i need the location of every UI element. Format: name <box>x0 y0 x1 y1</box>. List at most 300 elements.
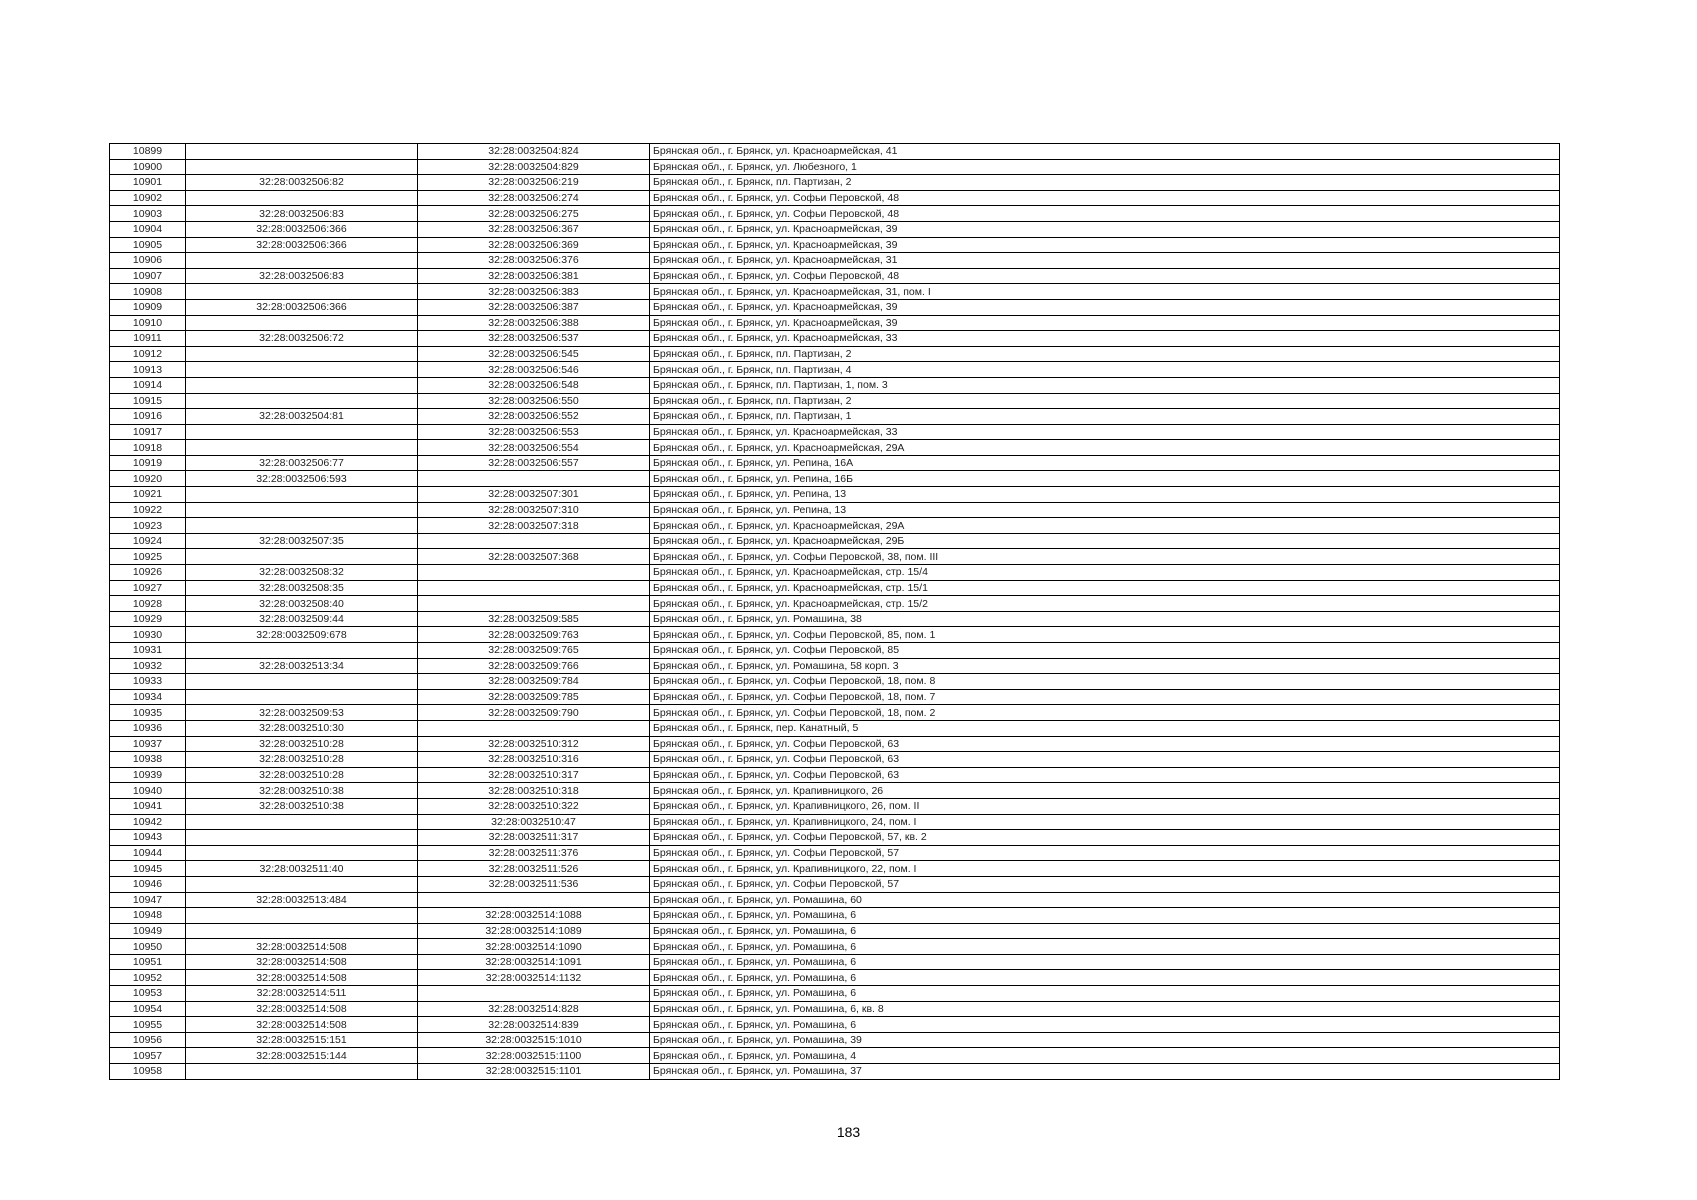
row-number-cell: 10945 <box>110 861 186 877</box>
parcel-cadastral-number-cell: 32:28:0032504:81 <box>186 409 418 425</box>
table-row <box>110 954 1560 970</box>
object-cadastral-number-cell: 32:28:0032511:536 <box>418 876 650 892</box>
table-row <box>110 409 1560 425</box>
parcel-cadastral-number-cell <box>186 253 418 269</box>
table-row <box>110 798 1560 814</box>
row-number-cell: 10908 <box>110 284 186 300</box>
object-cadastral-number-cell: 32:28:0032515:1100 <box>418 1048 650 1064</box>
table-row <box>110 565 1560 581</box>
object-cadastral-number-cell: 32:28:0032506:554 <box>418 440 650 456</box>
address-cell: Брянская обл., г. Брянск, ул. Ромашина, 4 <box>650 1048 1560 1064</box>
table-row <box>110 284 1560 300</box>
address-cell: Брянская обл., г. Брянск, ул. Софьи Перовской, 48 <box>650 190 1560 206</box>
address-cell: Брянская обл., г. Брянск, ул. Красноармейская, 31 <box>650 253 1560 269</box>
address-cell: Брянская обл., г. Брянск, ул. Софьи Перовской, 85 <box>650 643 1560 659</box>
table-row <box>110 923 1560 939</box>
object-cadastral-number-cell: 32:28:0032515:1101 <box>418 1064 650 1080</box>
parcel-cadastral-number-cell <box>186 845 418 861</box>
row-number-cell: 10902 <box>110 190 186 206</box>
row-number-cell: 10900 <box>110 159 186 175</box>
row-number-cell: 10943 <box>110 830 186 846</box>
object-cadastral-number-cell: 32:28:0032511:526 <box>418 861 650 877</box>
table-row <box>110 814 1560 830</box>
parcel-cadastral-number-cell <box>186 923 418 939</box>
address-cell: Брянская обл., г. Брянск, ул. Красноармейская, стр. 15/2 <box>650 596 1560 612</box>
row-number-cell: 10928 <box>110 596 186 612</box>
table-row <box>110 159 1560 175</box>
parcel-cadastral-number-cell <box>186 440 418 456</box>
object-cadastral-number-cell: 32:28:0032514:839 <box>418 1017 650 1033</box>
address-cell: Брянская обл., г. Брянск, ул. Красноармейская, 41 <box>650 144 1560 160</box>
table-row <box>110 144 1560 160</box>
object-cadastral-number-cell: 32:28:0032509:784 <box>418 674 650 690</box>
object-cadastral-number-cell: 32:28:0032506:274 <box>418 190 650 206</box>
address-cell: Брянская обл., г. Брянск, ул. Ромашина, 6 <box>650 970 1560 986</box>
table-row <box>110 986 1560 1002</box>
row-number-cell: 10936 <box>110 720 186 736</box>
row-number-cell: 10940 <box>110 783 186 799</box>
parcel-cadastral-number-cell: 32:28:0032507:35 <box>186 533 418 549</box>
parcel-cadastral-number-cell: 32:28:0032508:32 <box>186 565 418 581</box>
table-row <box>110 830 1560 846</box>
row-number-cell: 10946 <box>110 876 186 892</box>
object-cadastral-number-cell: 32:28:0032510:312 <box>418 736 650 752</box>
object-cadastral-number-cell: 32:28:0032507:301 <box>418 487 650 503</box>
address-cell: Брянская обл., г. Брянск, ул. Красноармейская, 29А <box>650 440 1560 456</box>
address-cell: Брянская обл., г. Брянск, ул. Красноармейская, стр. 15/4 <box>650 565 1560 581</box>
table-row <box>110 455 1560 471</box>
parcel-cadastral-number-cell: 32:28:0032506:366 <box>186 237 418 253</box>
table-row <box>110 643 1560 659</box>
table-row <box>110 720 1560 736</box>
row-number-cell: 10919 <box>110 455 186 471</box>
address-cell: Брянская обл., г. Брянск, ул. Крапивницкого, 26 <box>650 783 1560 799</box>
table-row <box>110 783 1560 799</box>
address-cell: Брянская обл., г. Брянск, ул. Крапивницкого, 22, пом. I <box>650 861 1560 877</box>
table-row <box>110 689 1560 705</box>
address-cell: Брянская обл., г. Брянск, ул. Софьи Перовской, 48 <box>650 206 1560 222</box>
table-row <box>110 299 1560 315</box>
table-row <box>110 533 1560 549</box>
address-cell: Брянская обл., г. Брянск, ул. Софьи Перовской, 38, пом. III <box>650 549 1560 565</box>
parcel-cadastral-number-cell: 32:28:0032514:508 <box>186 1001 418 1017</box>
parcel-cadastral-number-cell <box>186 393 418 409</box>
address-cell: Брянская обл., г. Брянск, ул. Софьи Перовской, 63 <box>650 767 1560 783</box>
object-cadastral-number-cell: 32:28:0032506:369 <box>418 237 650 253</box>
table-row <box>110 424 1560 440</box>
object-cadastral-number-cell: 32:28:0032514:1091 <box>418 954 650 970</box>
table-row <box>110 845 1560 861</box>
object-cadastral-number-cell: 32:28:0032506:546 <box>418 362 650 378</box>
parcel-cadastral-number-cell: 32:28:0032506:366 <box>186 221 418 237</box>
parcel-cadastral-number-cell: 32:28:0032506:593 <box>186 471 418 487</box>
object-cadastral-number-cell: 32:28:0032510:316 <box>418 752 650 768</box>
row-number-cell: 10921 <box>110 487 186 503</box>
row-number-cell: 10944 <box>110 845 186 861</box>
table-row <box>110 331 1560 347</box>
address-cell: Брянская обл., г. Брянск, ул. Красноармейская, 29Б <box>650 533 1560 549</box>
parcel-cadastral-number-cell <box>186 549 418 565</box>
parcel-cadastral-number-cell: 32:28:0032513:34 <box>186 658 418 674</box>
table-row <box>110 970 1560 986</box>
table-row <box>110 549 1560 565</box>
address-cell: Брянская обл., г. Брянск, ул. Софьи Перовской, 48 <box>650 268 1560 284</box>
object-cadastral-number-cell: 32:28:0032506:219 <box>418 175 650 191</box>
object-cadastral-number-cell: 32:28:0032514:1090 <box>418 939 650 955</box>
parcel-cadastral-number-cell: 32:28:0032510:38 <box>186 783 418 799</box>
object-cadastral-number-cell: 32:28:0032509:763 <box>418 627 650 643</box>
object-cadastral-number-cell: 32:28:0032510:322 <box>418 798 650 814</box>
row-number-cell: 10910 <box>110 315 186 331</box>
row-number-cell: 10916 <box>110 409 186 425</box>
parcel-cadastral-number-cell: 32:28:0032513:484 <box>186 892 418 908</box>
object-cadastral-number-cell: 32:28:0032506:387 <box>418 299 650 315</box>
object-cadastral-number-cell: 32:28:0032507:368 <box>418 549 650 565</box>
table-row <box>110 440 1560 456</box>
table-row <box>110 1064 1560 1080</box>
row-number-cell: 10909 <box>110 299 186 315</box>
table-row <box>110 1032 1560 1048</box>
parcel-cadastral-number-cell <box>186 377 418 393</box>
object-cadastral-number-cell: 32:28:0032506:548 <box>418 377 650 393</box>
parcel-cadastral-number-cell: 32:28:0032510:38 <box>186 798 418 814</box>
object-cadastral-number-cell: 32:28:0032514:1132 <box>418 970 650 986</box>
row-number-cell: 10899 <box>110 144 186 160</box>
table-row <box>110 377 1560 393</box>
parcel-cadastral-number-cell: 32:28:0032514:508 <box>186 1017 418 1033</box>
row-number-cell: 10917 <box>110 424 186 440</box>
row-number-cell: 10906 <box>110 253 186 269</box>
object-cadastral-number-cell: 32:28:0032504:829 <box>418 159 650 175</box>
parcel-cadastral-number-cell <box>186 518 418 534</box>
table-row <box>110 190 1560 206</box>
address-cell: Брянская обл., г. Брянск, пл. Партизан, 1 <box>650 409 1560 425</box>
table-row <box>110 580 1560 596</box>
row-number-cell: 10948 <box>110 908 186 924</box>
row-number-cell: 10934 <box>110 689 186 705</box>
table-row <box>110 892 1560 908</box>
row-number-cell: 10947 <box>110 892 186 908</box>
address-cell: Брянская обл., г. Брянск, ул. Ромашина, 6, кв. 8 <box>650 1001 1560 1017</box>
address-cell: Брянская обл., г. Брянск, ул. Крапивницкого, 24, пом. I <box>650 814 1560 830</box>
table-row <box>110 674 1560 690</box>
parcel-cadastral-number-cell: 32:28:0032509:44 <box>186 611 418 627</box>
object-cadastral-number-cell: 32:28:0032511:376 <box>418 845 650 861</box>
table-row <box>110 736 1560 752</box>
table-row <box>110 487 1560 503</box>
object-cadastral-number-cell: 32:28:0032509:585 <box>418 611 650 627</box>
address-cell: Брянская обл., г. Брянск, ул. Красноармейская, 31, пом. I <box>650 284 1560 300</box>
parcel-cadastral-number-cell <box>186 830 418 846</box>
row-number-cell: 10941 <box>110 798 186 814</box>
row-number-cell: 10925 <box>110 549 186 565</box>
parcel-cadastral-number-cell <box>186 159 418 175</box>
parcel-cadastral-number-cell: 32:28:0032510:30 <box>186 720 418 736</box>
address-cell: Брянская обл., г. Брянск, ул. Софьи Перовской, 18, пом. 7 <box>650 689 1560 705</box>
row-number-cell: 10924 <box>110 533 186 549</box>
parcel-cadastral-number-cell <box>186 814 418 830</box>
row-number-cell: 10901 <box>110 175 186 191</box>
row-number-cell: 10930 <box>110 627 186 643</box>
row-number-cell: 10938 <box>110 752 186 768</box>
table-row <box>110 315 1560 331</box>
row-number-cell: 10954 <box>110 1001 186 1017</box>
address-cell: Брянская обл., г. Брянск, ул. Красноармейская, 39 <box>650 299 1560 315</box>
address-cell: Брянская обл., г. Брянск, ул. Ромашина, 6 <box>650 954 1560 970</box>
object-cadastral-number-cell <box>418 471 650 487</box>
row-number-cell: 10935 <box>110 705 186 721</box>
row-number-cell: 10953 <box>110 986 186 1002</box>
table-row <box>110 346 1560 362</box>
row-number-cell: 10922 <box>110 502 186 518</box>
parcel-cadastral-number-cell: 32:28:0032514:511 <box>186 986 418 1002</box>
object-cadastral-number-cell: 32:28:0032510:47 <box>418 814 650 830</box>
address-cell: Брянская обл., г. Брянск, ул. Красноармейская, 33 <box>650 331 1560 347</box>
parcel-cadastral-number-cell <box>186 487 418 503</box>
table-row <box>110 861 1560 877</box>
object-cadastral-number-cell: 32:28:0032506:545 <box>418 346 650 362</box>
address-cell: Брянская обл., г. Брянск, ул. Красноармейская, 39 <box>650 221 1560 237</box>
row-number-cell: 10931 <box>110 643 186 659</box>
address-cell: Брянская обл., г. Брянск, пл. Партизан, 2 <box>650 175 1560 191</box>
page-number: 183 <box>836 1124 861 1140</box>
parcel-cadastral-number-cell <box>186 346 418 362</box>
parcel-cadastral-number-cell <box>186 876 418 892</box>
parcel-cadastral-number-cell: 32:28:0032509:53 <box>186 705 418 721</box>
object-cadastral-number-cell <box>418 596 650 612</box>
table-row <box>110 939 1560 955</box>
table-row <box>110 175 1560 191</box>
address-cell: Брянская обл., г. Брянск, ул. Репина, 13 <box>650 487 1560 503</box>
parcel-cadastral-number-cell <box>186 908 418 924</box>
parcel-cadastral-number-cell <box>186 643 418 659</box>
object-cadastral-number-cell: 32:28:0032510:317 <box>418 767 650 783</box>
address-cell: Брянская обл., г. Брянск, ул. Красноармейская, 39 <box>650 237 1560 253</box>
address-cell: Брянская обл., г. Брянск, пл. Партизан, 2 <box>650 393 1560 409</box>
parcel-cadastral-number-cell: 32:28:0032506:77 <box>186 455 418 471</box>
object-cadastral-number-cell <box>418 565 650 581</box>
row-number-cell: 10914 <box>110 377 186 393</box>
table-row <box>110 908 1560 924</box>
address-cell: Брянская обл., г. Брянск, ул. Красноармейская, 29А <box>650 518 1560 534</box>
row-number-cell: 10950 <box>110 939 186 955</box>
address-cell: Брянская обл., г. Брянск, ул. Репина, 13 <box>650 502 1560 518</box>
row-number-cell: 10913 <box>110 362 186 378</box>
object-cadastral-number-cell <box>418 533 650 549</box>
object-cadastral-number-cell <box>418 986 650 1002</box>
parcel-cadastral-number-cell <box>186 502 418 518</box>
row-number-cell: 10939 <box>110 767 186 783</box>
row-number-cell: 10904 <box>110 221 186 237</box>
address-cell: Брянская обл., г. Брянск, ул. Ромашина, 6 <box>650 1017 1560 1033</box>
object-cadastral-number-cell: 32:28:0032506:550 <box>418 393 650 409</box>
row-number-cell: 10903 <box>110 206 186 222</box>
parcel-cadastral-number-cell: 32:28:0032506:72 <box>186 331 418 347</box>
table-row <box>110 268 1560 284</box>
object-cadastral-number-cell: 32:28:0032509:785 <box>418 689 650 705</box>
table-row <box>110 237 1560 253</box>
object-cadastral-number-cell: 32:28:0032514:828 <box>418 1001 650 1017</box>
parcel-cadastral-number-cell <box>186 190 418 206</box>
row-number-cell: 10929 <box>110 611 186 627</box>
table-row <box>110 362 1560 378</box>
parcel-cadastral-number-cell <box>186 674 418 690</box>
parcel-cadastral-number-cell <box>186 1064 418 1080</box>
address-cell: Брянская обл., г. Брянск, ул. Софьи Перовской, 85, пом. 1 <box>650 627 1560 643</box>
parcel-cadastral-number-cell: 32:28:0032509:678 <box>186 627 418 643</box>
row-number-cell: 10915 <box>110 393 186 409</box>
parcel-cadastral-number-cell: 32:28:0032508:35 <box>186 580 418 596</box>
parcel-cadastral-number-cell <box>186 362 418 378</box>
address-cell: Брянская обл., г. Брянск, ул. Красноармейская, 33 <box>650 424 1560 440</box>
row-number-cell: 10912 <box>110 346 186 362</box>
table-row <box>110 752 1560 768</box>
address-cell: Брянская обл., г. Брянск, ул. Софьи Перовской, 63 <box>650 736 1560 752</box>
object-cadastral-number-cell: 32:28:0032506:537 <box>418 331 650 347</box>
address-cell: Брянская обл., г. Брянск, ул. Ромашина, 60 <box>650 892 1560 908</box>
address-cell: Брянская обл., г. Брянск, ул. Ромашина, 38 <box>650 611 1560 627</box>
table-row <box>110 518 1560 534</box>
object-cadastral-number-cell: 32:28:0032511:317 <box>418 830 650 846</box>
row-number-cell: 10923 <box>110 518 186 534</box>
address-cell: Брянская обл., г. Брянск, ул. Ромашина, 58 корп. 3 <box>650 658 1560 674</box>
parcel-cadastral-number-cell <box>186 315 418 331</box>
object-cadastral-number-cell <box>418 580 650 596</box>
address-cell: Брянская обл., г. Брянск, ул. Репина, 16А <box>650 455 1560 471</box>
address-cell: Брянская обл., г. Брянск, ул. Ромашина, 39 <box>650 1032 1560 1048</box>
parcel-cadastral-number-cell: 32:28:0032508:40 <box>186 596 418 612</box>
row-number-cell: 10918 <box>110 440 186 456</box>
parcel-cadastral-number-cell: 32:28:0032506:82 <box>186 175 418 191</box>
object-cadastral-number-cell: 32:28:0032514:1089 <box>418 923 650 939</box>
parcel-cadastral-number-cell: 32:28:0032511:40 <box>186 861 418 877</box>
parcel-cadastral-number-cell <box>186 144 418 160</box>
address-cell: Брянская обл., г. Брянск, ул. Ромашина, 6 <box>650 939 1560 955</box>
object-cadastral-number-cell: 32:28:0032506:552 <box>418 409 650 425</box>
table-body <box>110 144 1560 1080</box>
object-cadastral-number-cell: 32:28:0032507:310 <box>418 502 650 518</box>
parcel-cadastral-number-cell <box>186 424 418 440</box>
address-cell: Брянская обл., г. Брянск, ул. Ромашина, 6 <box>650 986 1560 1002</box>
table-row <box>110 627 1560 643</box>
table-row <box>110 393 1560 409</box>
table-row <box>110 611 1560 627</box>
object-cadastral-number-cell: 32:28:0032514:1088 <box>418 908 650 924</box>
address-cell: Брянская обл., г. Брянск, ул. Любезного, 1 <box>650 159 1560 175</box>
table-row <box>110 206 1560 222</box>
address-cell: Брянская обл., г. Брянск, ул. Репина, 16Б <box>650 471 1560 487</box>
object-cadastral-number-cell: 32:28:0032509:766 <box>418 658 650 674</box>
parcel-cadastral-number-cell: 32:28:0032515:151 <box>186 1032 418 1048</box>
object-cadastral-number-cell: 32:28:0032506:553 <box>418 424 650 440</box>
table-row <box>110 705 1560 721</box>
table-row <box>110 253 1560 269</box>
row-number-cell: 10956 <box>110 1032 186 1048</box>
table-row <box>110 471 1560 487</box>
parcel-cadastral-number-cell: 32:28:0032506:83 <box>186 268 418 284</box>
parcel-cadastral-number-cell: 32:28:0032506:366 <box>186 299 418 315</box>
row-number-cell: 10949 <box>110 923 186 939</box>
property-register-table <box>109 143 1560 1080</box>
parcel-cadastral-number-cell: 32:28:0032514:508 <box>186 970 418 986</box>
address-cell: Брянская обл., г. Брянск, ул. Красноармейская, стр. 15/1 <box>650 580 1560 596</box>
object-cadastral-number-cell <box>418 720 650 736</box>
row-number-cell: 10932 <box>110 658 186 674</box>
address-cell: Брянская обл., г. Брянск, ул. Софьи Перовской, 57 <box>650 845 1560 861</box>
address-cell: Брянская обл., г. Брянск, ул. Ромашина, 6 <box>650 908 1560 924</box>
table-row <box>110 1048 1560 1064</box>
table-row <box>110 767 1560 783</box>
object-cadastral-number-cell: 32:28:0032506:367 <box>418 221 650 237</box>
row-number-cell: 10933 <box>110 674 186 690</box>
address-cell: Брянская обл., г. Брянск, ул. Софьи Перовской, 18, пом. 2 <box>650 705 1560 721</box>
row-number-cell: 10927 <box>110 580 186 596</box>
parcel-cadastral-number-cell <box>186 284 418 300</box>
row-number-cell: 10952 <box>110 970 186 986</box>
object-cadastral-number-cell: 32:28:0032506:376 <box>418 253 650 269</box>
row-number-cell: 10907 <box>110 268 186 284</box>
table-row <box>110 658 1560 674</box>
row-number-cell: 10958 <box>110 1064 186 1080</box>
object-cadastral-number-cell: 32:28:0032506:275 <box>418 206 650 222</box>
address-cell: Брянская обл., г. Брянск, пер. Канатный, 5 <box>650 720 1560 736</box>
table-row <box>110 502 1560 518</box>
object-cadastral-number-cell: 32:28:0032507:318 <box>418 518 650 534</box>
parcel-cadastral-number-cell: 32:28:0032510:28 <box>186 752 418 768</box>
row-number-cell: 10937 <box>110 736 186 752</box>
object-cadastral-number-cell: 32:28:0032506:388 <box>418 315 650 331</box>
table-row <box>110 1001 1560 1017</box>
parcel-cadastral-number-cell: 32:28:0032515:144 <box>186 1048 418 1064</box>
table-row <box>110 876 1560 892</box>
row-number-cell: 10955 <box>110 1017 186 1033</box>
object-cadastral-number-cell: 32:28:0032515:1010 <box>418 1032 650 1048</box>
address-cell: Брянская обл., г. Брянск, ул. Ромашина, 6 <box>650 923 1560 939</box>
parcel-cadastral-number-cell: 32:28:0032514:508 <box>186 939 418 955</box>
table-row <box>110 221 1560 237</box>
parcel-cadastral-number-cell: 32:28:0032514:508 <box>186 954 418 970</box>
row-number-cell: 10957 <box>110 1048 186 1064</box>
parcel-cadastral-number-cell: 32:28:0032510:28 <box>186 736 418 752</box>
table-row <box>110 596 1560 612</box>
row-number-cell: 10942 <box>110 814 186 830</box>
address-cell: Брянская обл., г. Брянск, пл. Партизан, 2 <box>650 346 1560 362</box>
row-number-cell: 10926 <box>110 565 186 581</box>
row-number-cell: 10911 <box>110 331 186 347</box>
object-cadastral-number-cell: 32:28:0032506:381 <box>418 268 650 284</box>
object-cadastral-number-cell: 32:28:0032504:824 <box>418 144 650 160</box>
object-cadastral-number-cell: 32:28:0032509:765 <box>418 643 650 659</box>
parcel-cadastral-number-cell: 32:28:0032506:83 <box>186 206 418 222</box>
address-cell: Брянская обл., г. Брянск, ул. Ромашина, 37 <box>650 1064 1560 1080</box>
object-cadastral-number-cell: 32:28:0032506:557 <box>418 455 650 471</box>
address-cell: Брянская обл., г. Брянск, пл. Партизан, 1, пом. 3 <box>650 377 1560 393</box>
object-cadastral-number-cell <box>418 892 650 908</box>
parcel-cadastral-number-cell: 32:28:0032510:28 <box>186 767 418 783</box>
object-cadastral-number-cell: 32:28:0032509:790 <box>418 705 650 721</box>
address-cell: Брянская обл., г. Брянск, ул. Софьи Перовской, 57 <box>650 876 1560 892</box>
parcel-cadastral-number-cell <box>186 689 418 705</box>
address-cell: Брянская обл., г. Брянск, ул. Софьи Перовской, 57, кв. 2 <box>650 830 1560 846</box>
address-cell: Брянская обл., г. Брянск, ул. Софьи Перовской, 18, пом. 8 <box>650 674 1560 690</box>
table-row <box>110 1017 1560 1033</box>
row-number-cell: 10951 <box>110 954 186 970</box>
row-number-cell: 10905 <box>110 237 186 253</box>
row-number-cell: 10920 <box>110 471 186 487</box>
object-cadastral-number-cell: 32:28:0032510:318 <box>418 783 650 799</box>
object-cadastral-number-cell: 32:28:0032506:383 <box>418 284 650 300</box>
address-cell: Брянская обл., г. Брянск, ул. Крапивницкого, 26, пом. II <box>650 798 1560 814</box>
